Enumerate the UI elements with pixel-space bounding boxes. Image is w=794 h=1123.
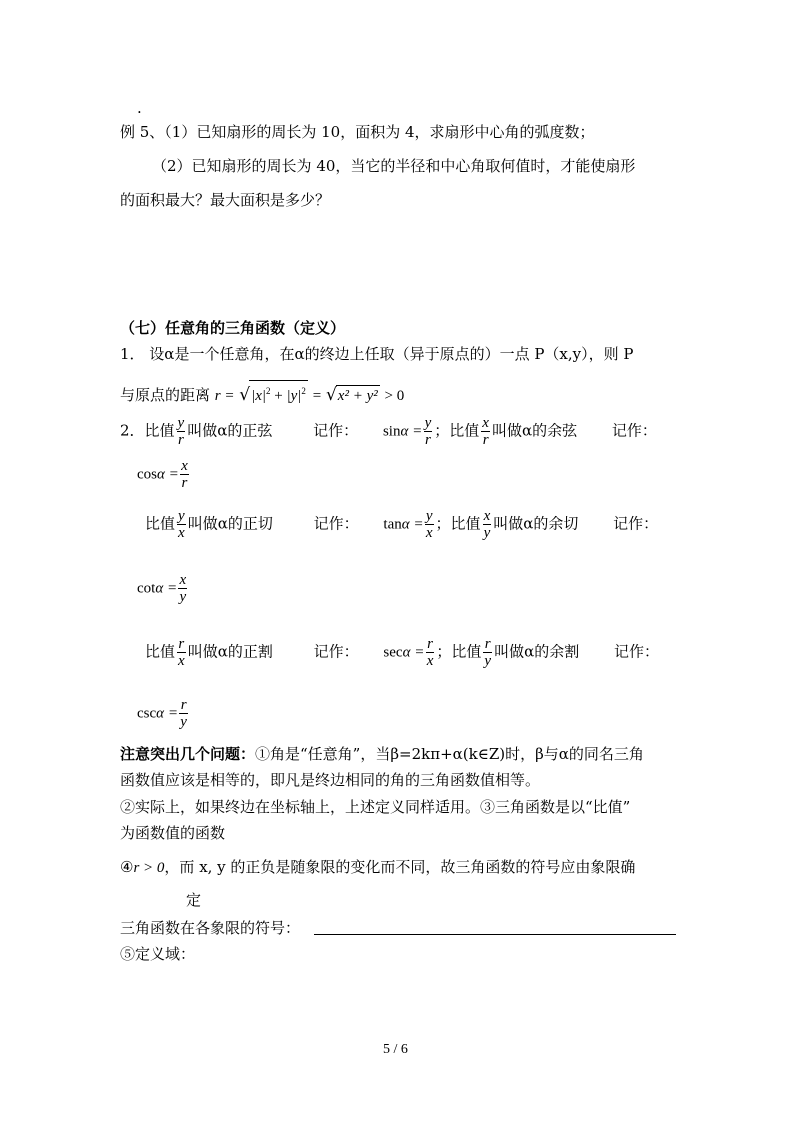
ratio-x-over-y: $\frac{x}{y}$ (483, 508, 491, 541)
notes-line-5: ④r > 0，而 x, y 的正负是随象限的变化而不同，故三角函数的符号应由象限确 (120, 858, 636, 876)
signs-blank-line (314, 934, 676, 935)
example-5-line-2: （2）已知扇形的周长为 40，当它的半径和中心角取何值时，才能使扇形 (152, 157, 636, 175)
notes-line-2: 函数值应该是相等的，即凡是终边相同的角的三角函数值相等。 (120, 771, 541, 789)
ratio-y-over-x: $\frac{y}{x}$ (178, 508, 185, 541)
notes-line-1: 注意突出几个问题：①角是“任意角”，当β=2kπ+α(k∈Z)时，β与α的同名三角 (120, 745, 644, 763)
notes-line-4: 为函数值的函数 (120, 824, 226, 842)
example-5-line-1: 例 5、（1）已知扇形的周长为 10，面积为 4，求扇形中心角的弧度数； (120, 123, 595, 141)
distance-eq: = (312, 388, 322, 404)
distance-gt: > 0 (384, 388, 405, 404)
csc-formula: cscα = $\frac{r}{y}$ (137, 697, 187, 730)
notes-line-5-cont: 定 (186, 891, 202, 909)
radical-sign: √ (239, 385, 251, 405)
ratio-x-over-r: $\frac{x}{r}$ (482, 415, 489, 448)
ratio-y-over-r: $\frac{y}{r}$ (177, 415, 185, 448)
sin-cos-line: 2．比值 $\frac{y}{r}$ 叫做α的正弦 记作： sinα = $\frac{y}{r}$ ；比值 $\frac{x}{r}$ 叫做α的余弦 记作： (120, 415, 657, 448)
sin-value: $\frac{y}{r}$ (424, 415, 432, 448)
radical-abs: $|x|^2 + |y|^2$ (249, 380, 308, 406)
section-heading: （七）任意角的三角函数（定义） (120, 319, 346, 337)
radical-xy: x² + y² (336, 385, 380, 406)
item-1-line-2 (120, 380, 404, 406)
domain-label: ⑤定义域： (120, 945, 196, 963)
distance-lhs: r = (214, 388, 235, 404)
cot-formula: cotα = $\frac{x}{y}$ (137, 572, 187, 605)
distance-label: 与原点的距离 (120, 386, 211, 404)
item-1-line-1: 1． 设α是一个任意角，在α的终边上任取（异于原点的）一点 P（x,y），则 P (120, 345, 634, 363)
page-number: 5 / 6 (383, 1042, 408, 1057)
notes-line-3: ②实际上，如果终边在坐标轴上，上述定义同样适用。③三角函数是以“比值” (120, 798, 631, 816)
ratio-r-over-x: $\frac{r}{x}$ (178, 636, 185, 669)
example-5-line-3: 的面积最大？最大面积是多少？ (120, 191, 331, 209)
radical-sign-2: √ (325, 385, 337, 405)
sec-csc-line: 比值 $\frac{r}{x}$ 叫做α的正割 记作： secα = $\frac{r}{x}$ ；比值 $\frac{r}{y}$ 叫做α的余割 记作： (145, 636, 660, 669)
tan-cot-line: 比值 $\frac{y}{x}$ 叫做α的正切 记作： tanα = $\frac{y}{x}$ ；比值 $\frac{x}{y}$ 叫做α的余切 记作： (145, 508, 659, 541)
ratio-r-over-y: $\frac{r}{y}$ (484, 636, 492, 669)
notes-title: 注意突出几个问题： (120, 745, 256, 763)
signs-label: 三角函数在各象限的符号： (120, 919, 301, 937)
cos-formula: cosα = $\frac{x}{r}$ (137, 458, 188, 491)
stray-dot: . (137, 99, 142, 117)
